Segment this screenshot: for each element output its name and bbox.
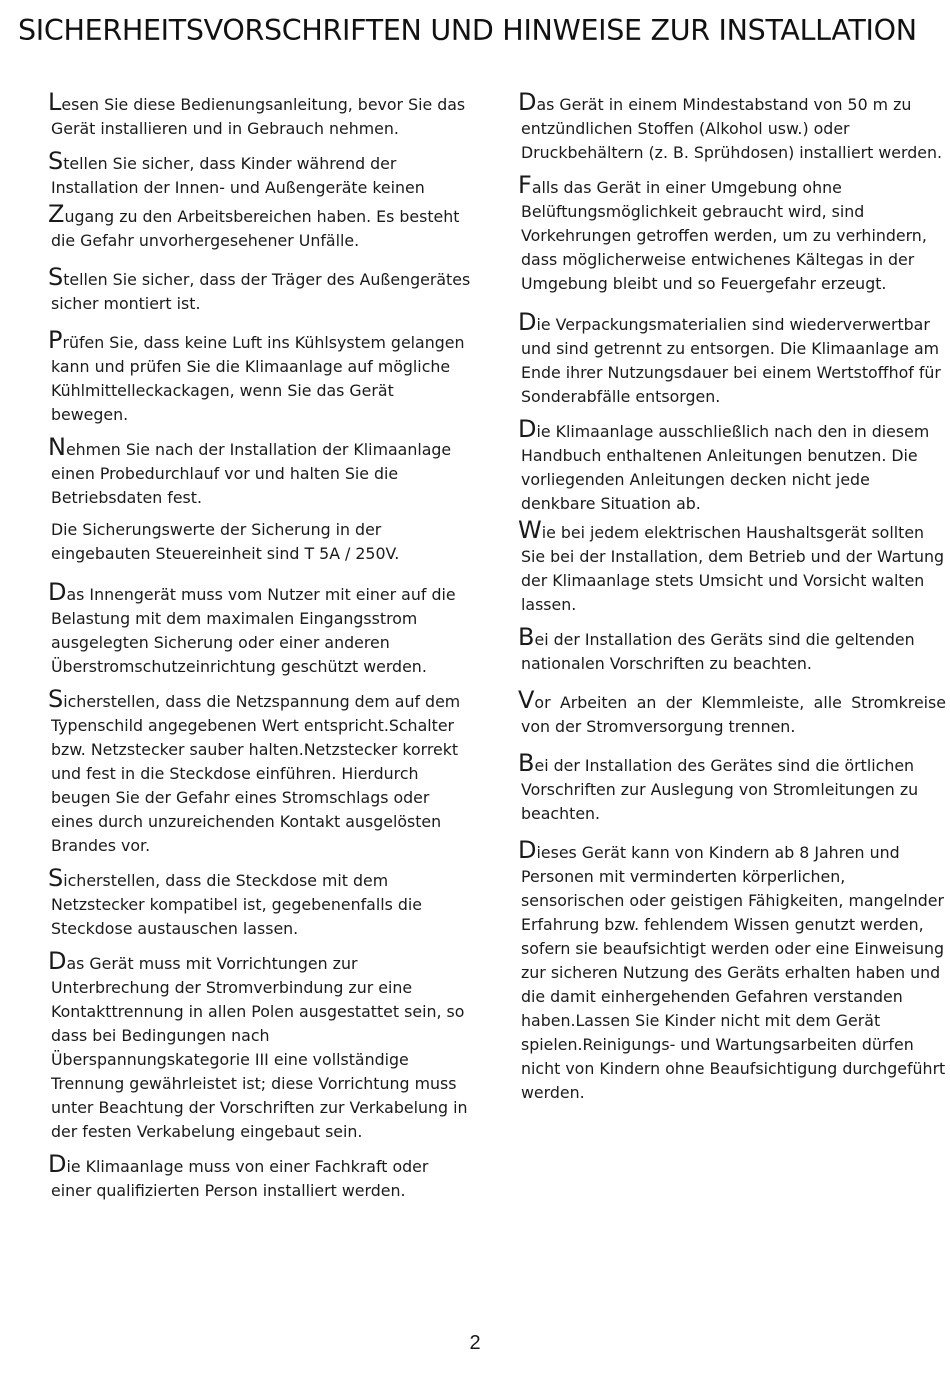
page-title: SICHERHEITSVORSCHRIFTEN UND HINWEISE ZUR INSTALLATION <box>18 14 917 47</box>
paragraph-disconnection-device <box>48 947 471 1144</box>
drop-cap: Z <box>48 200 65 228</box>
paragraph-text: ie Klimaanlage muss von einer Fachkraft oder einer qualifizierten Person installiert werden. <box>51 1157 429 1200</box>
paragraph-caution <box>518 516 946 617</box>
paragraph-refrigerant-leak <box>48 326 471 427</box>
paragraph-text: esen Sie diese Bedienungsanleitung, bevor Sie das Gerät installieren und in Gebrauch nehmen. <box>51 95 466 138</box>
paragraph-text: ei der Installation des Geräts sind die geltenden nationalen Vorschriften zu beachten. <box>521 630 915 673</box>
drop-cap: V <box>518 686 535 714</box>
drop-cap: S <box>48 685 64 713</box>
paragraph-ventilation <box>518 171 946 296</box>
paragraph-local-regulations <box>518 749 946 826</box>
paragraph-text: rüfen Sie, dass keine Luft ins Kühlsystem gelangen kann und prüfen Sie die Klimaanlage auf mögliche Kühlmittelleckackagen, wenn Sie das Gerät bewegen. <box>51 333 465 424</box>
paragraph-text: tellen Sie sicher, dass der Träger des Außengerätes sicher montiert ist. <box>51 270 471 313</box>
paragraph-national-regulations <box>518 623 946 676</box>
paragraph-text: ugang zu den Arbeitsbereichen haben. Es besteht die Gefahr unvorhergesehener Unfälle. <box>51 207 460 250</box>
paragraph-children-installation <box>48 147 471 200</box>
page-number: 2 <box>469 1332 481 1354</box>
paragraph-work-area-access <box>48 200 471 253</box>
drop-cap: D <box>518 836 537 864</box>
paragraph-text: tellen Sie sicher, dass Kinder während der Installation der Innen- und Außengeräte keinen <box>51 154 425 197</box>
paragraph-outdoor-bracket <box>48 263 471 316</box>
drop-cap: D <box>518 308 537 336</box>
paragraph-text: Die Sicherungswerte der Sicherung in der eingebauten Steuereinheit sind T 5A / 250V. <box>51 520 400 563</box>
paragraph-text: icherstellen, dass die Steckdose mit dem Netzstecker kompatibel ist, gegebenenfalls die Steckdose austauschen lassen. <box>51 871 422 938</box>
paragraph-packaging-disposal <box>518 308 946 409</box>
paragraph-terminal-strip <box>518 686 946 739</box>
drop-cap: W <box>518 516 542 544</box>
paragraph-manual-usage <box>518 415 946 516</box>
drop-cap: F <box>518 171 532 199</box>
paragraph-qualified-installer <box>48 1150 471 1203</box>
paragraph-text: ie bei jedem elektrischen Haushaltsgerät sollten Sie bei der Installation, dem Betrieb und der Wartung der Klimaanlage stets Umsicht und Vorsicht walten lassen. <box>521 523 945 614</box>
paragraph-text: ie Verpackungsmaterialien sind wiederverwertbar und sind getrennt zu entsorgen. Die Klimaanlage am Ende ihrer Nutzungsdauer bei einem Wertstoffhof für Sonderabfälle entsorgen. <box>521 315 941 406</box>
paragraph-text: ie Klimaanlage ausschließlich nach den in diesem Handbuch enthaltenen Anleitungen benutzen. Die vorliegenden Anleitungen decken nicht jede denkbare Situation ab. <box>521 422 930 513</box>
paragraph-text: ieses Gerät kann von Kindern ab 8 Jahren und Personen mit verminderten körperlichen, sensorischen oder geistigen Fähigkeiten, mangelnder Erfahrung bzw. fehlendem Wissen genutzt werden, sofern sie beaufsichtigt werden oder eine Einweisung zur sicheren Nutzung des Geräts erhalten haben und die damit einhergehenden Gefahren verstanden haben.Lassen Sie Kinder nicht mit dem Gerät spielen.Reinigungs- und Wartungsarbeiten dürfen nicht von Kindern ohne Beaufsichtigung durchgeführt werden. <box>521 843 946 1102</box>
paragraph-read-manual <box>48 88 471 141</box>
drop-cap: L <box>48 88 62 116</box>
drop-cap: P <box>48 326 63 354</box>
paragraph-test-run <box>48 433 471 510</box>
right-column <box>518 88 946 1113</box>
paragraph-text: as Gerät in einem Mindestabstand von 50 m zu entzündlichen Stoffen (Alkohol usw.) oder Druckbehältern (z. B. Sprühdosen) installiert werden. <box>521 95 943 162</box>
paragraph-text: icherstellen, dass die Netzspannung dem auf dem Typenschild angegebenen Wert entspricht.Schalter bzw. Netzstecker sauber halten.Netzstecker korrekt und fest in die Steckdose einführen. Hierdurch beugen Sie der Gefahr eines Stromschlags oder eines durch unzureichenden Kontakt ausgelösten Brandes vor. <box>51 692 461 855</box>
paragraph-text: alls das Gerät in einer Umgebung ohne Belüftungsmöglichkeit gebraucht wird, sind Vorkehrungen getroffen werden, um zu verhindern, dass möglicherweise entwichenes Kältegas in der Umgebung bleibt und so Feuergefahr erzeugt. <box>521 178 927 293</box>
drop-cap: D <box>48 1150 67 1178</box>
drop-cap: B <box>518 623 535 651</box>
drop-cap: D <box>518 88 537 116</box>
drop-cap: S <box>48 147 64 175</box>
paragraph-text: as Gerät muss mit Vorrichtungen zur Unterbrechung der Stromverbindung zur eine Kontakttrennung in allen Polen ausgestattet sein, so dass bei Bedingungen nach Überspannungskategorie III eine vollständige Trennung gewährleistet ist; diese Vorrichtung muss unter Beachtung der Vorschriften zur Verkabelung in der festen Verkabelung eingebaut sein. <box>51 954 468 1141</box>
drop-cap: D <box>518 415 537 443</box>
paragraph-minimum-distance <box>518 88 946 165</box>
paragraph-mains-voltage <box>48 685 471 858</box>
drop-cap: D <box>48 578 67 606</box>
paragraph-children-supervision <box>518 836 946 1105</box>
left-column <box>48 88 471 1211</box>
drop-cap: N <box>48 433 66 461</box>
drop-cap: S <box>48 864 64 892</box>
paragraph-overcurrent-protection <box>48 578 471 679</box>
paragraph-fuse-rating <box>51 518 471 566</box>
paragraph-text: ei der Installation des Gerätes sind die örtlichen Vorschriften zur Auslegung von Stromleitungen zu beachten. <box>521 756 919 823</box>
drop-cap: B <box>518 749 535 777</box>
drop-cap: S <box>48 263 64 291</box>
paragraph-text: ehmen Sie nach der Installation der Klimaanlage einen Probedurchlauf vor und halten Sie die Betriebsdaten fest. <box>51 440 452 507</box>
drop-cap: D <box>48 947 67 975</box>
paragraph-text: or Arbeiten an der Klemmleiste, alle Stromkreise von der Stromversorgung trennen. <box>521 693 946 736</box>
paragraph-text: as Innengerät muss vom Nutzer mit einer auf die Belastung mit dem maximalen Eingangsstrom ausgelegten Sicherung oder einer anderen Überstromschutzeinrichtung geschützt werden. <box>51 585 456 676</box>
paragraph-socket-compatibility <box>48 864 471 941</box>
